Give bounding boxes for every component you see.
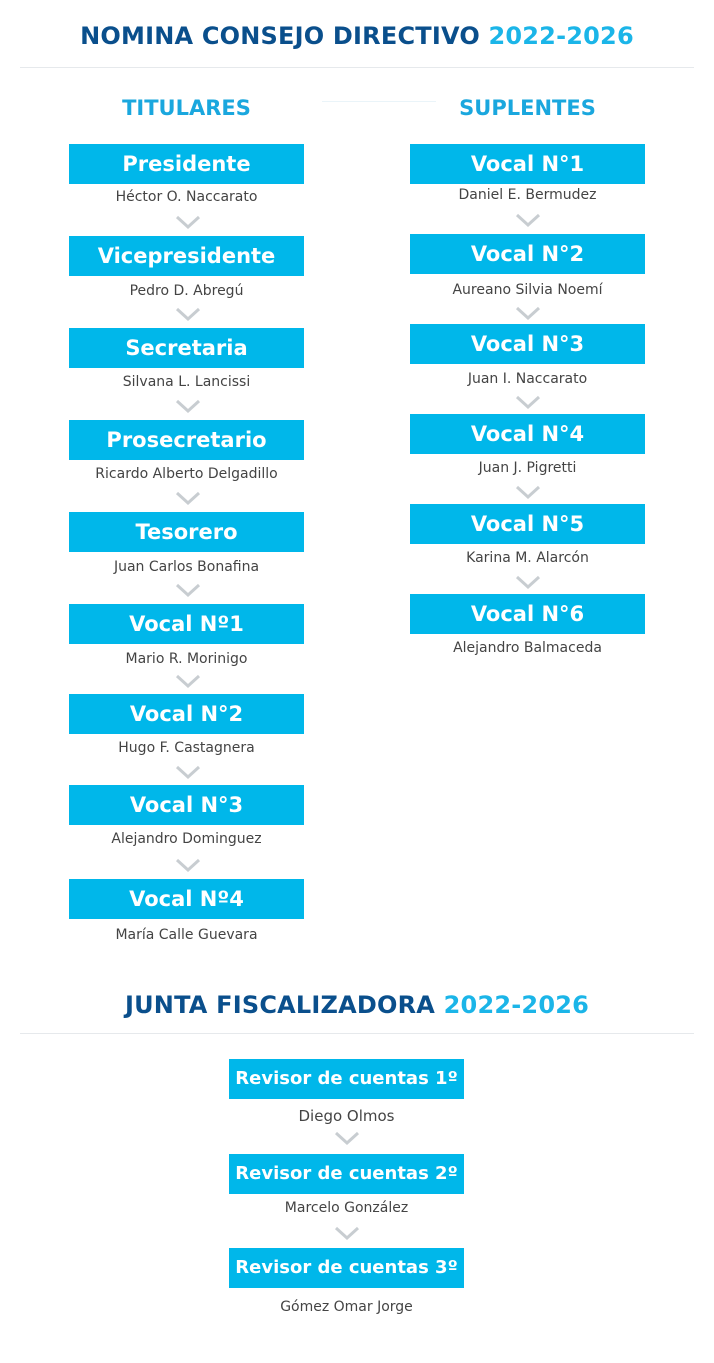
revisor-name: Marcelo González xyxy=(284,1200,409,1216)
chevron-down-icon xyxy=(333,1130,361,1146)
junta-title-year: 2022-2026 xyxy=(443,991,590,1019)
titular-role-box: Secretaria xyxy=(69,328,304,368)
chevron-down-icon xyxy=(514,574,542,590)
suplente-name: Karina M. Alarcón xyxy=(466,550,589,566)
titular-name: Pedro D. Abregú xyxy=(129,283,244,299)
titulares-heading: TITULARES xyxy=(122,96,251,120)
chevron-down-icon xyxy=(514,212,542,228)
suplente-role-box: Vocal N°4 xyxy=(410,414,645,454)
chevron-down-icon xyxy=(333,1225,361,1241)
revisor-role-box: Revisor de cuentas 1º xyxy=(229,1059,464,1099)
chevron-down-icon xyxy=(174,582,202,598)
junta-divider xyxy=(20,1033,694,1034)
chevron-down-icon xyxy=(174,673,202,689)
chevron-down-icon xyxy=(174,398,202,414)
junta-title-text: JUNTA FISCALIZADORA xyxy=(124,991,436,1019)
chevron-down-icon xyxy=(174,490,202,506)
suplente-role-box: Vocal N°6 xyxy=(410,594,645,634)
suplente-role-box: Vocal N°1 xyxy=(410,144,645,184)
titular-role-box: Vicepresidente xyxy=(69,236,304,276)
titular-role-box: Presidente xyxy=(69,144,304,184)
suplente-name: Alejandro Balmaceda xyxy=(453,640,602,656)
suplentes-heading: SUPLENTES xyxy=(459,96,596,120)
chevron-down-icon xyxy=(174,764,202,780)
suplente-role-box: Vocal N°3 xyxy=(410,324,645,364)
suplente-name: Juan I. Naccarato xyxy=(467,371,588,387)
titular-name: Juan Carlos Bonafina xyxy=(113,559,260,575)
page-title-year: 2022-2026 xyxy=(488,22,634,50)
chevron-down-icon xyxy=(174,214,202,230)
titular-role-box: Vocal Nº4 xyxy=(69,879,304,919)
titular-role-box: Vocal Nº1 xyxy=(69,604,304,644)
junta-title xyxy=(0,991,714,1019)
revisor-role-box: Revisor de cuentas 3º xyxy=(229,1248,464,1288)
titular-name: Ricardo Alberto Delgadillo xyxy=(95,466,278,482)
title-divider xyxy=(20,67,694,68)
titular-role-box: Vocal N°3 xyxy=(69,785,304,825)
titular-role-box: Tesorero xyxy=(69,512,304,552)
chevron-down-icon xyxy=(514,305,542,321)
titular-name: Alejandro Dominguez xyxy=(111,831,262,847)
titular-name: Hugo F. Castagnera xyxy=(118,740,255,756)
chevron-down-icon xyxy=(174,306,202,322)
suplente-role-box: Vocal N°5 xyxy=(410,504,645,544)
revisor-name: Diego Olmos xyxy=(298,1107,395,1125)
titular-role-box: Prosecretario xyxy=(69,420,304,460)
suplente-name: Juan J. Pigretti xyxy=(478,460,577,476)
titular-name: Héctor O. Naccarato xyxy=(115,189,258,205)
titular-name: María Calle Guevara xyxy=(115,927,258,943)
suplente-name: Daniel E. Bermudez xyxy=(458,187,597,203)
titular-role-box: Vocal N°2 xyxy=(69,694,304,734)
titular-name: Mario R. Morinigo xyxy=(125,651,248,667)
revisor-role-box: Revisor de cuentas 2º xyxy=(229,1154,464,1194)
suplente-name: Aureano Silvia Noemí xyxy=(452,282,603,298)
revisor-name: Gómez Omar Jorge xyxy=(280,1299,413,1315)
chevron-down-icon xyxy=(514,394,542,410)
suplente-role-box: Vocal N°2 xyxy=(410,234,645,274)
titular-name: Silvana L. Lancissi xyxy=(122,374,251,390)
page-title xyxy=(0,22,714,50)
page-title-text: NOMINA CONSEJO DIRECTIVO xyxy=(80,22,480,50)
chevron-down-icon xyxy=(174,857,202,873)
chevron-down-icon xyxy=(514,484,542,500)
